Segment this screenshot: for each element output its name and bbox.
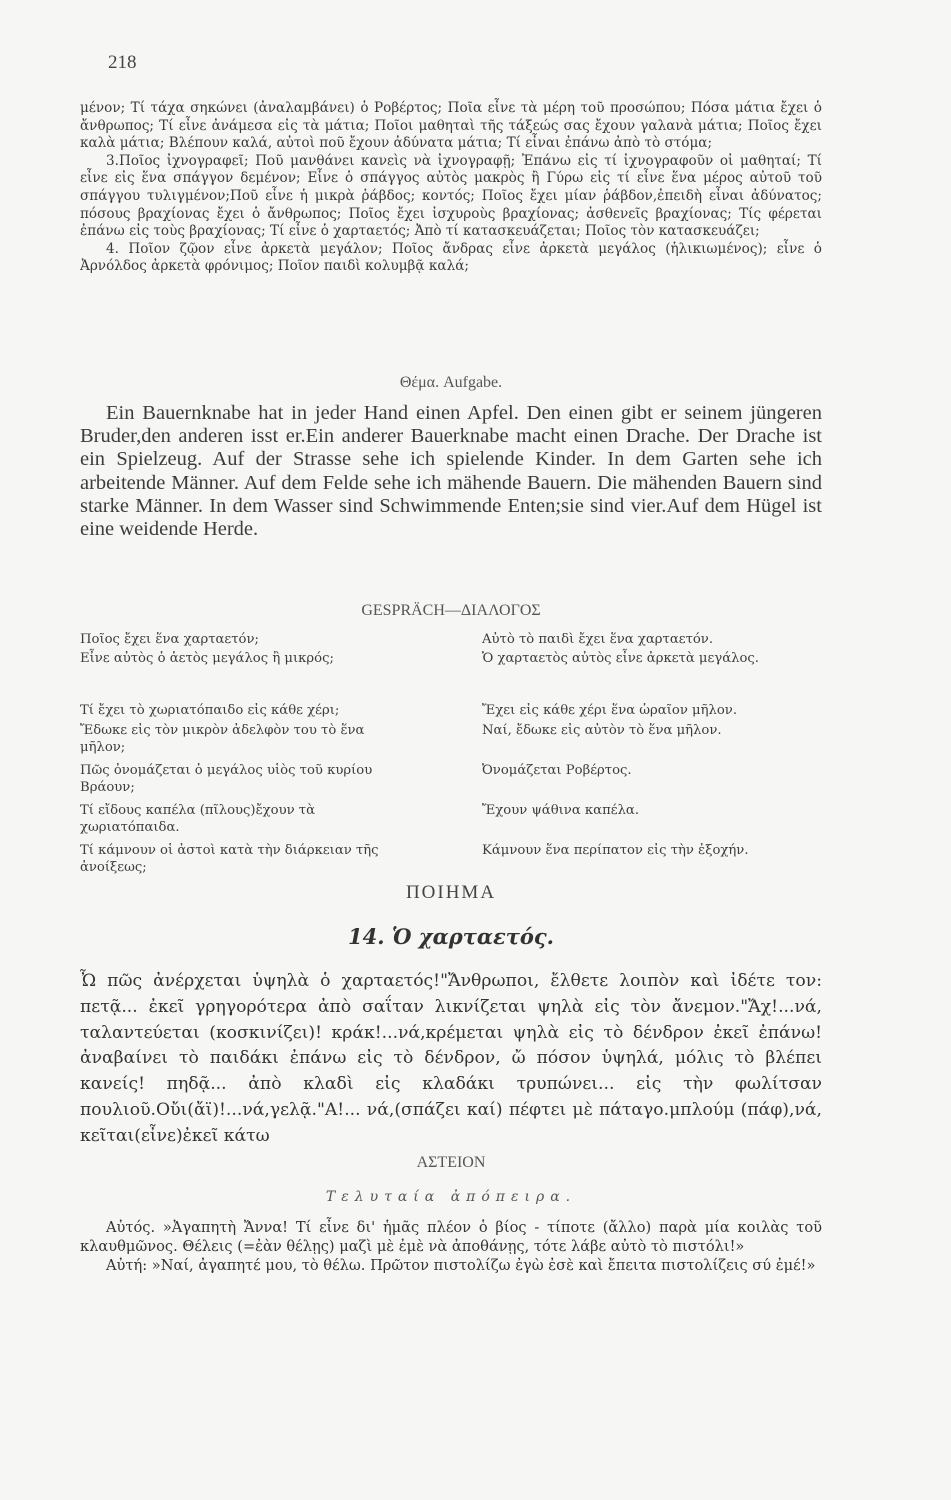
- joke-section-heading: ΑΣΤΕΙΟΝ: [416, 1154, 486, 1171]
- dialog-answer: Κάμνουν ἕνα περίπατον εἰς τὴν ἐξοχήν.: [482, 843, 749, 858]
- dialog-answer: Ὁ χαρταετὸς αὐτὸς εἶνε ἀρκετὰ μεγάλος.: [482, 651, 759, 666]
- dialog-row: [80, 802, 822, 842]
- dialog-question: Ποῖος ἔχει ἕνα χαρταετόν;: [80, 632, 259, 647]
- joke-line: Αὐτή: »Ναί, ἀγαπητέ μου, τὸ θέλω. Πρῶτον πιστολίζω ἐγὼ ἐσὲ καὶ ἔπειτα πιστολίζεις σύ ἐμέ!»: [106, 1257, 816, 1274]
- aufgabe-text: [80, 402, 822, 541]
- dialog-row: [80, 650, 822, 702]
- dialog-question: Πῶς ὀνομάζεται ὁ μεγάλος υἱὸς τοῦ κυρίου Βράουν;: [80, 763, 373, 795]
- aufgabe-heading: Θέμα. Aufgabe.: [399, 374, 503, 391]
- paragraph: 4. Ποῖον ζῷον εἶνε ἀρκετὰ μεγάλον; Ποῖος ἄνδρας εἶνε ἀρκετὰ μεγάλος (ἡλικιωμένος); εἶνε ὁ Ἀρνόλδος ἀρκετὰ φρόνιμος; Ποῖον παιδὶ κολυμβᾷ καλά;: [80, 240, 822, 275]
- dialog-row: [80, 842, 822, 882]
- poem-section-heading: ΠΟΙΗΜΑ: [405, 882, 497, 903]
- dialog-row: [80, 702, 822, 722]
- paragraph: 3.Ποῖος ἰχνογραφεῖ; Ποῦ μανθάνει κανεὶς νὰ ἰχνογραφῇ; Ἐπάνω εἰς τί ἰχνογραφοῦν οἱ μαθηταί; Τί εἶνε εἰς ἕνα σπάγγον δεμένον; Εἶνε ὁ σπάγγος αὐτὸς μακρὸς ἢ Γύρω εἰς τί εἶνε ἕνα μέρος αὐτοῦ τοῦ σπάγγου τυλιγμένον;Ποῦ εἶνε ἡ μικρὰ ῥάβδος; κοντός; Ποῖος ἔχει μίαν ῥάβδον,ἐπειδὴ εἶναι ἀδύνατος; πόσους βραχίονας ἔχει ὁ ἄνθρωπος; Ποῖος ἔχει ἰσχυροὺς βραχίονας; ἀσθενεῖς βραχίονας; Τίς φέρεται ἐπάνω εἰς τοὺς βραχίονας; Τί εἶνε ὁ χαρταετός; Ἀπὸ τί κατασκευάζεται; Ποῖος τὸν κατασκευάζει;: [80, 152, 822, 240]
- dialog-answer: Αὐτὸ τὸ παιδὶ ἔχει ἕνα χαρταετόν.: [482, 632, 714, 647]
- dialog-question: Τί ἔχει τὸ χωριατόπαιδο εἰς κάθε χέρι;: [80, 703, 340, 718]
- aufgabe-paragraph: Ein Bauernknabe hat in jeder Hand einen Apfel. Den einen gibt er seinem jüngeren Bruder,den anderen isst er.Ein anderer Bauerknabe macht einen Drache. Der Drache ist ein Spielzeug. Auf der Strasse sehe ich spielende Kinder. In dem Garten sehe ich arbeitende Männer. Auf dem Felde sehe ich mähende Bauern. Die mähenden Bauern sind starke Männer. In dem Wasser sind Schwimmende Enten;sie sind vier.Auf dem Hügel ist eine weidende Herde.: [80, 402, 822, 541]
- joke-text: [80, 1218, 822, 1275]
- poem-text: [80, 969, 822, 1150]
- dialog-answer: Ἔχει εἰς κάθε χέρι ἕνα ὡραῖον μῆλον.: [482, 703, 738, 718]
- dialog-question: Εἶνε αὐτὸς ὁ ἀετὸς μεγάλος ἢ μικρός;: [80, 651, 334, 666]
- dialog-question: Ἔδωκε εἰς τὸν μικρὸν ἀδελφὸν του τὸ ἕνα μῆλον;: [80, 723, 365, 755]
- paragraph: μένον; Τί τάχα σηκώνει (ἀναλαμβάνει) ὁ Ροβέρτος; Ποῖα εἶνε τὰ μέρη τοῦ προσώπου; Πόσα μάτια ἔχει ὁ ἄνθρωπος; Τί εἶνε ἀνάμεσα εἰς τὰ μάτια; Ποῖοι μαθηταὶ τῆς τάξεώς σας ἔχουν γαλανὰ μάτια; Ποῖος ἔχει καλὰ μάτια; Βλέπουν καλά, αὐτοὶ ποῦ ἔχουν ἀδύνατα μάτια; Τί εἶναι ἐπάνω ἀπὸ τὸ στόμα;: [80, 100, 822, 152]
- questions-section: [80, 100, 822, 276]
- dialog-row: [80, 722, 822, 762]
- poem-title: 14. Ὁ χαρταετός.: [347, 924, 554, 949]
- joke-line: Αὐτός. »Ἀγαπητὴ Ἄννα! Τί εἶνε δι' ἡμᾶς πλέον ὁ βίος - τίποτε (ἄλλο) παρὰ μία κοιλὰς τοῦ κλαυθμῶνος. Θέλεις (=ἐὰν θέλῃς) μαζὶ μὲ ἐμὲ νὰ ἀποθάνῃς, τότε λάβε αὐτὸ τὸ πιστόλι!»: [80, 1219, 822, 1255]
- dialog-question: Τί εἴδους καπέλα (πῖλους)ἔχουν τὰ χωριατόπαιδα.: [80, 803, 315, 835]
- joke-subtitle: Τελυταία ἀπόπειρα.: [325, 1189, 577, 1205]
- dialog-answer: Ναί, ἔδωκε εἰς αὐτὸν τὸ ἕνα μῆλον.: [482, 723, 722, 738]
- dialog-answer: Ὀνομάζεται Ροβέρτος.: [482, 763, 632, 778]
- dialog-table: [80, 631, 822, 882]
- dialog-question: Τί κάμνουν οἱ ἀστοὶ κατὰ τὴν διάρκειαν τῆς ἀνοίξεως;: [80, 843, 379, 875]
- poem-paragraph: Ὦ πῶς ἀνέρχεται ὑψηλὰ ὁ χαρταετός!"Ἄνθρωποι, ἔλθετε λοιπὸν καὶ ἰδέτε τον: πετᾷ... ἐκεῖ γρηγορότερα ἀπὸ σαΐταν λικνίζεται ψηλὰ εἰς τὸν ἄνεμον."Ἄχ!...νά, ταλαντεύεται (κοσκινίζει)! κράκ!...νά,κρέμεται ψηλὰ εἰς τὸ δένδρον ἐκεῖ ἐπάνω! ἀναβαίνει τὸ παιδάκι ἐπάνω εἰς τὸ δένδρον, ὤ πόσον ὑψηλά, μόλις τὸ βλέπει κανείς! πηδᾷ... ἀπὸ κλαδὶ εἰς κλαδάκι τρυπώνει... εἰς τὴν φωλίτσαν πουλιοῦ.Οὔι(ἄϊ)!...νά,γελᾷ."Α!... νά,(σπάζει καί) πέφτει μὲ πάταγο.μπλούμ (πάφ),νά, κεῖται(εἶνε)ἐκεῖ κάτω: [80, 971, 822, 1146]
- dialog-row: [80, 762, 822, 802]
- dialog-row: [80, 631, 822, 650]
- dialog-answer: Ἔχουν ψάθινα καπέλα.: [482, 803, 640, 818]
- page-number: 218: [108, 52, 137, 73]
- dialog-heading: GESPRÄCH—ΔΙΑΛΟΓΟΣ: [361, 602, 541, 619]
